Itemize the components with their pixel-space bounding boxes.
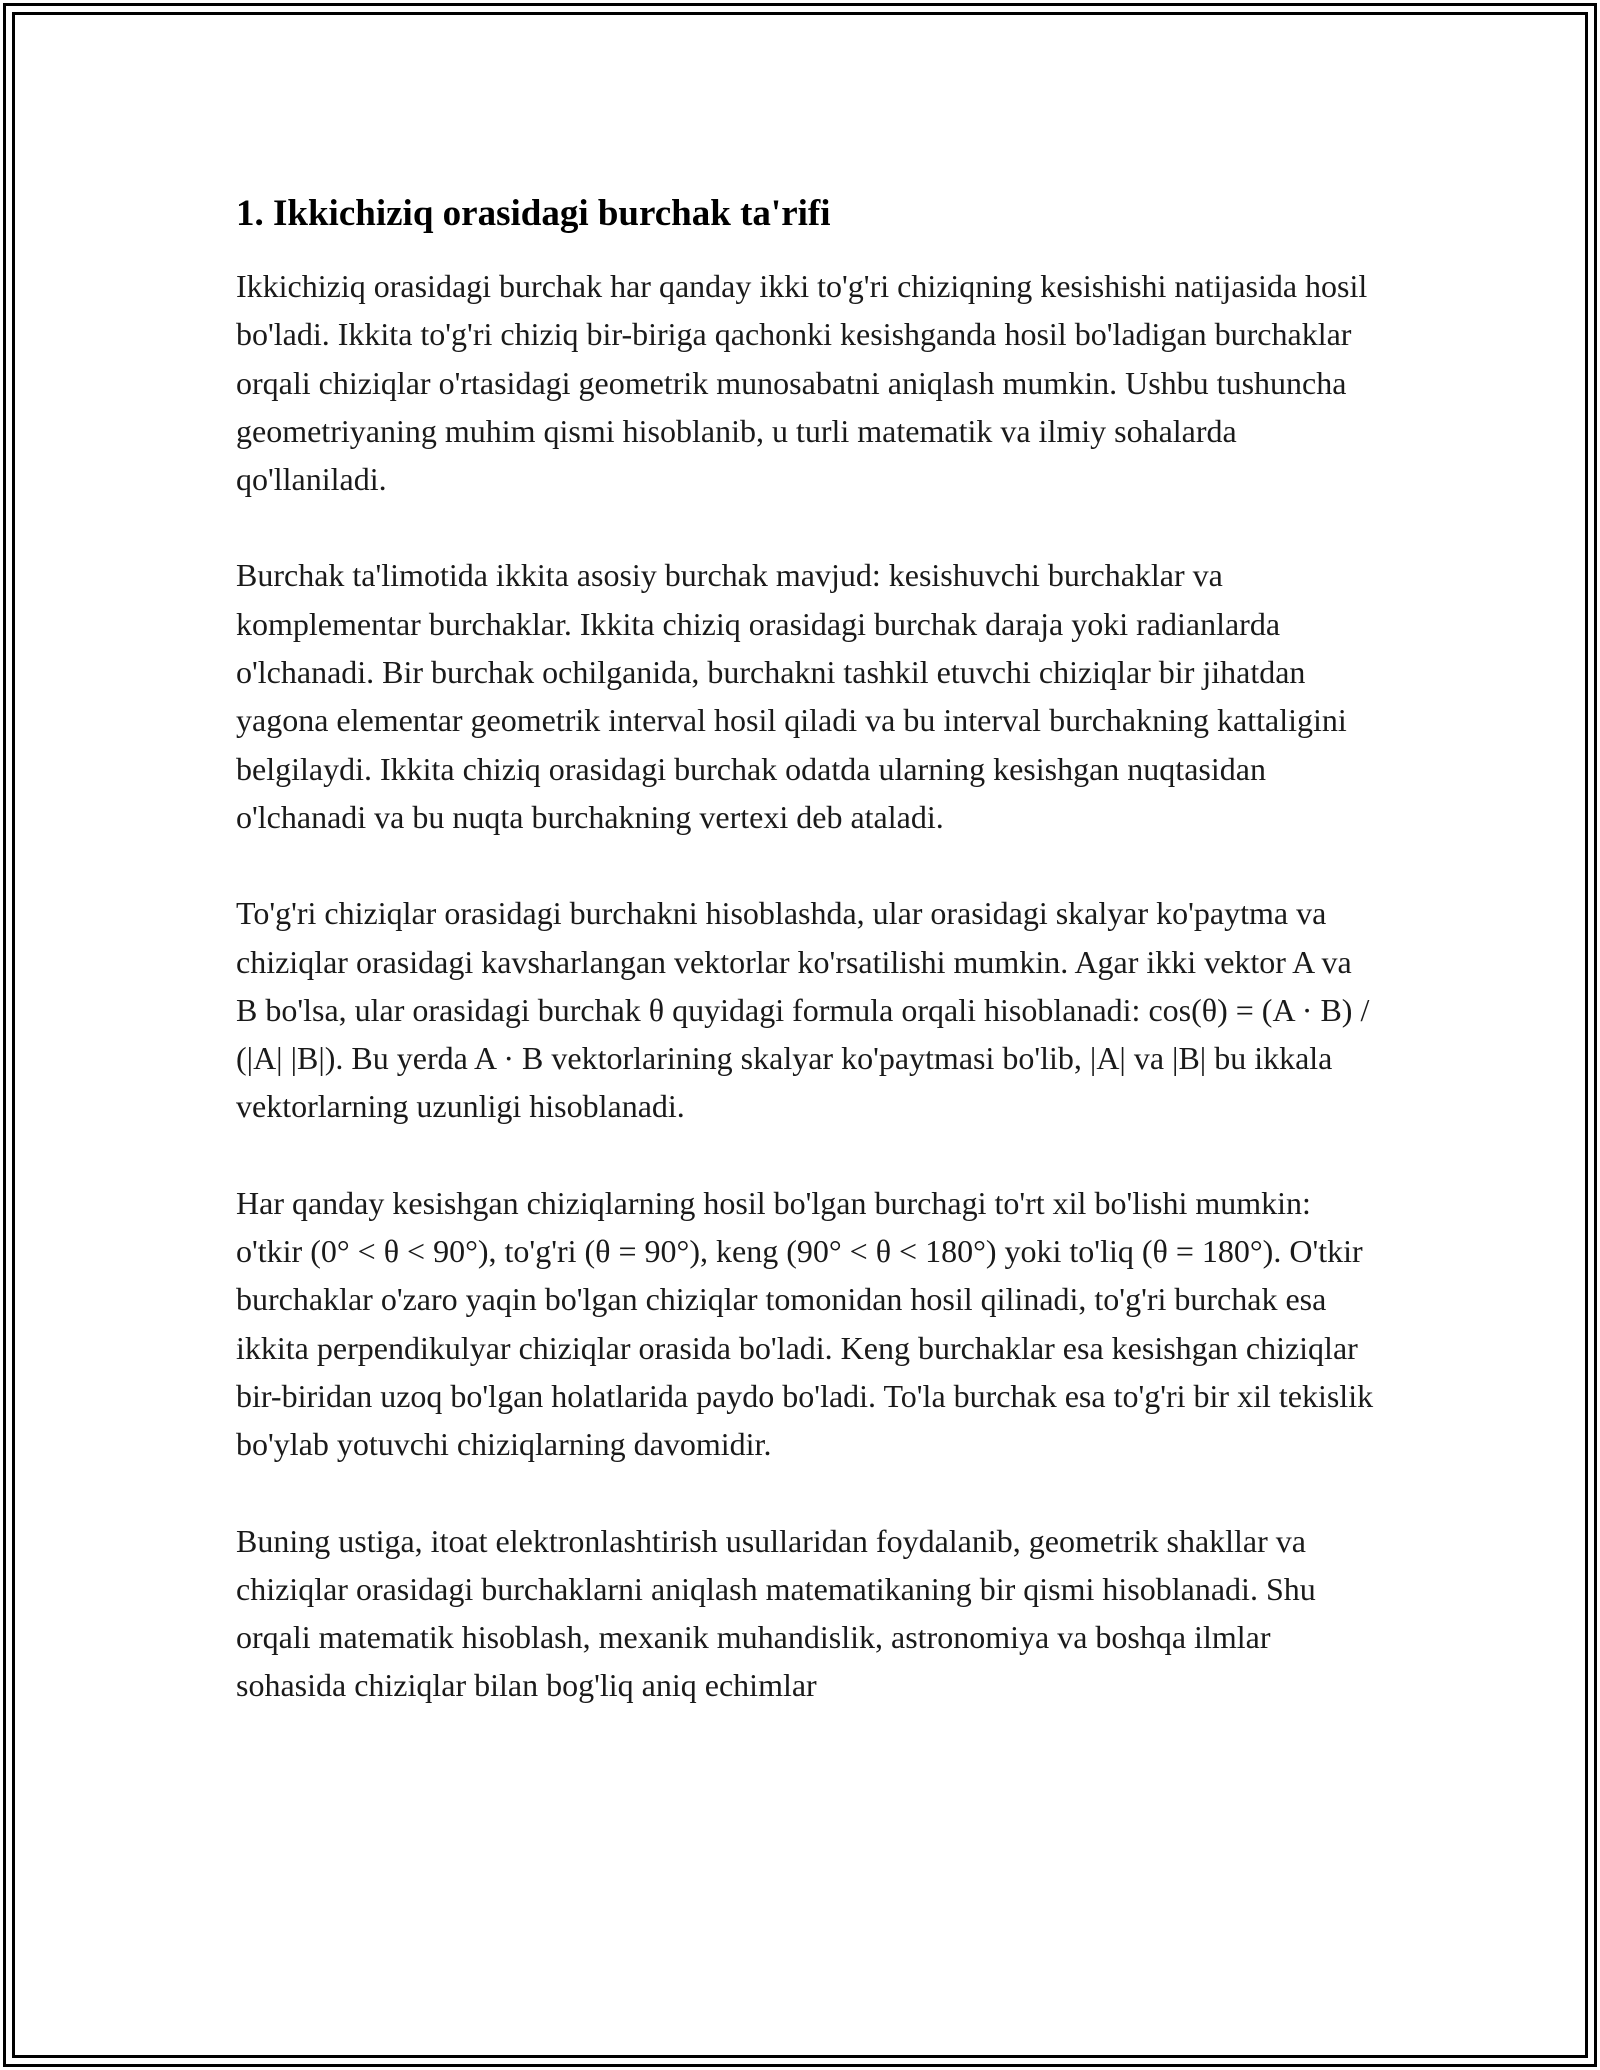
paragraph-5: Buning ustiga, itoat elektronlashtirish usullaridan foydalanib, geometrik shakllar va chiziqlar orasidagi burchaklarni aniqlash matematikaning bir qismi hisoblanadi. Shu orqali matematik hisoblash, mexanik muhandislik, astronomiya va boshqa ilmlar sohasida chiziqlar bilan bog'liq aniq echimlar	[236, 1522, 1316, 1704]
paragraph-2: Burchak ta'limotida ikkita asosiy burchak mavjud: kesishuvchi burchaklar va komplementar burchaklar. Ikkita chiziq orasidagi burchak daraja yoki radianlarda o'lchanadi. Bir burchak ochilganida, burchakni tashkil etuvchi chiziqlar bir jihatdan yagona elementar geometrik interval hosil qiladi va bu interval burchakning kattaligini belgilaydi. Ikkita chiziq orasidagi burchak odatda ularning kesishgan nuqtasidan o'lchanadi va bu nuqta burchakning vertexi deb ataladi.	[236, 557, 1347, 835]
paragraph-3: To'g'ri chiziqlar orasidagi burchakni hisoblashda, ular orasidagi skalyar ko'paytma va chiziqlar orasidagi kavsharlangan vektorlar ko'rsatilishi mumkin. Agar ikki vektor A va B bo'lsa, ular orasidagi burchak θ quyidagi formula orqali hisoblanadi: cos(θ) = (A · B) / (|A| |B|). Bu yerda A · B vektorlarining skalyar ko'paytmasi bo'lib, |A| va |B| bu ikkala vektorlarning uzunligi hisoblanadi.	[236, 895, 1370, 1125]
section-heading: 1. Ikkichiziq orasidagi burchak ta'rifi	[236, 193, 831, 234]
paragraph-1: Ikkichiziq orasidagi burchak har qanday ikki to'g'ri chiziqning kesishishi natijasida hosil bo'ladi. Ikkita to'g'ri chiziq bir-biriga qachonki kesishganda hosil bo'ladigan burchaklar orqali chiziqlar o'rtasidagi geometrik munosabatni aniqlash mumkin. Ushbu tushuncha geometriyaning muhim qismi hisoblanib, u turli matematik va ilmiy sohalarda qo'llaniladi.	[236, 268, 1368, 498]
paragraph-4: Har qanday kesishgan chiziqlarning hosil bo'lgan burchagi to'rt xil bo'lishi mumkin: o'tkir (0° < θ < 90°), to'g'ri (θ = 90°), keng (90° < θ < 180°) yoki to'liq (θ = 180°). O'tkir burchaklar o'zaro yaqin bo'lgan chiziqlar tomonidan hosil qilinadi, to'g'ri burchak esa ikkita perpendikulyar chiziqlar orasida bo'ladi. Keng burchaklar esa kesishgan chiziqlar bir-biridan uzoq bo'lgan holatlarida paydo bo'ladi. To'la burchak esa to'g'ri bir xil tekislik bo'ylab yotuvchi chiziqlarning davomidir.	[236, 1184, 1374, 1463]
document-body	[236, 186, 1376, 1758]
